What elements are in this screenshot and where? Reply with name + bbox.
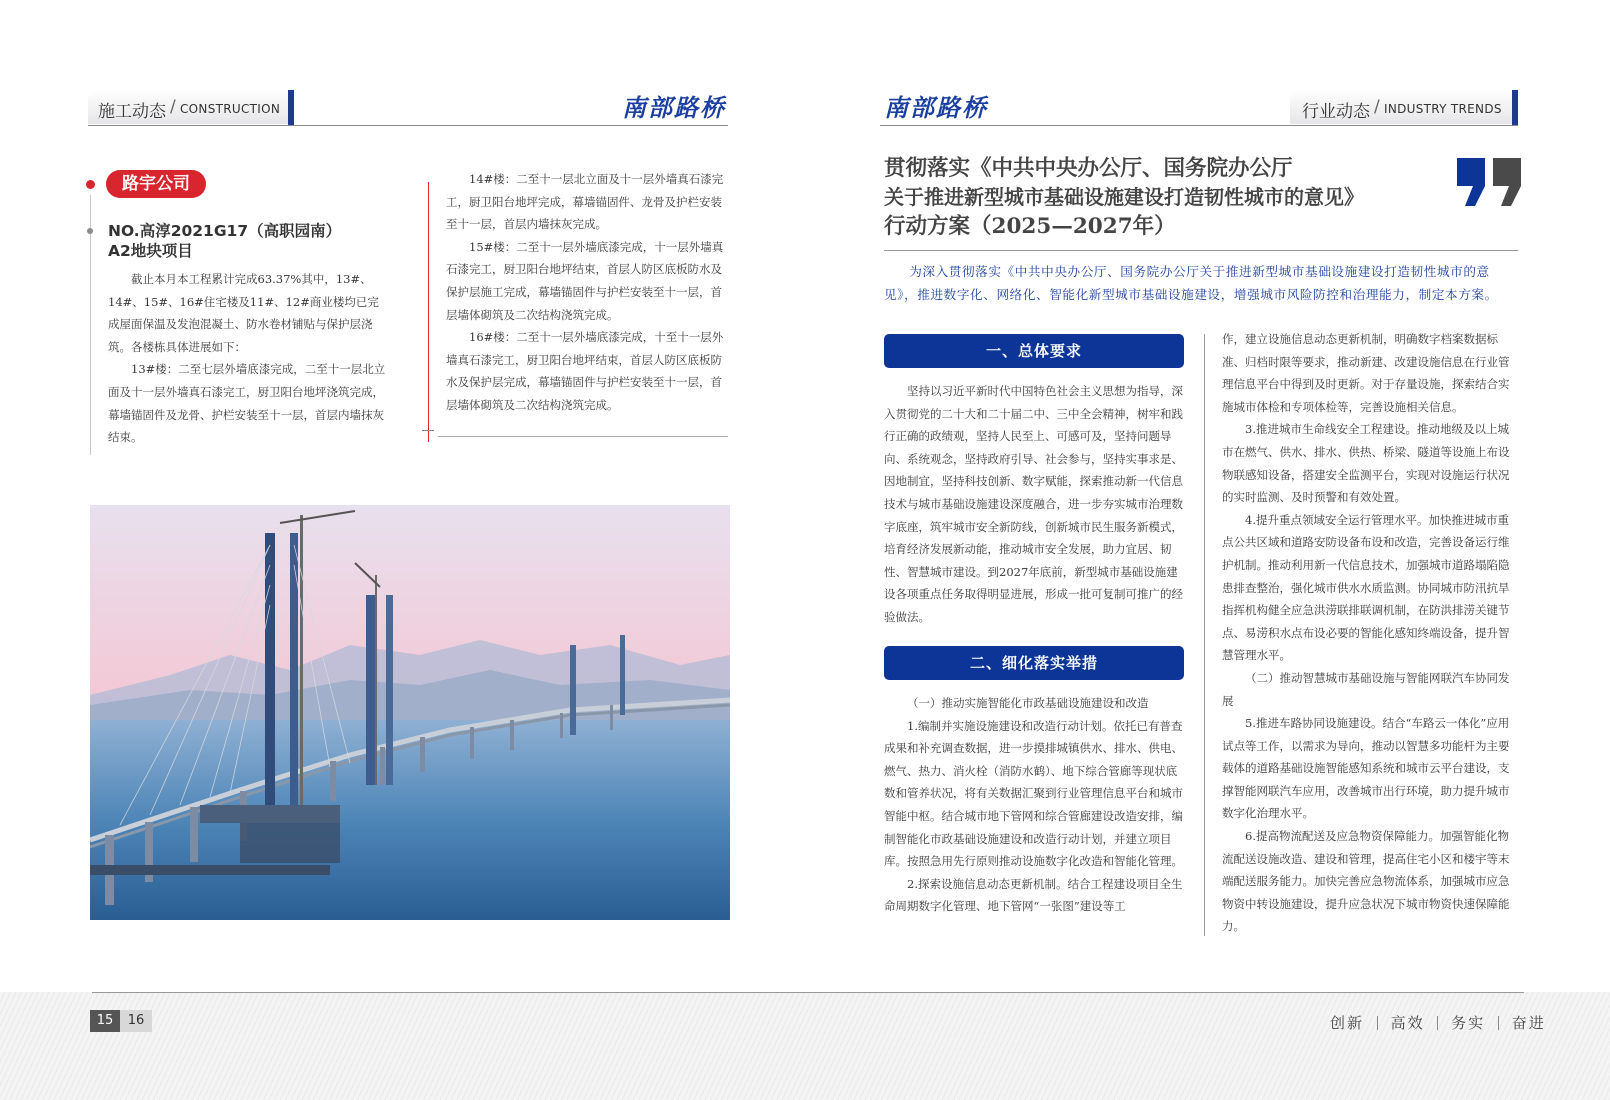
bridge-photo <box>90 505 730 920</box>
left-section-slash: / <box>170 97 176 117</box>
section-1-text: 坚持以习近平新时代中国特色社会主义思想为指导，深入贯彻党的二十大和二十届二中、三中全会精神，树牢和践行正确的政绩观，坚持人民至上、可感可及，坚持问题导向、系统观念，坚持政府引导、社会参与，坚持实事求是、因地制宜，坚持科技创新、数字赋能，探索推动新一代信息技术与城市基础设施建设深度融合，进一步夯实城市治理数字底座，筑牢城市安全新防线，创新城市民生服务新模式，培育经济发展新动能，推动城市安全发展，助力宜居、韧性、智慧城市建设。到2027年底前，新型城市基础设施建设各项重点任务取得明显进展，形成一批可复制可推广的经验做法。 <box>884 384 1183 624</box>
right-column-divider <box>1204 334 1205 936</box>
col4-paragraph: 6.提高物流配送及应急物资保障能力。加强智能化物流配送设施改造、建设和管理，提高住宅小区和楼宇等末端配送服务能力。加快完善应急物流体系，加强城市应急物资中转设施建设，提升应急状况下城市物资快速保障能力。 <box>1222 829 1510 934</box>
col4-paragraph: 4.提升重点领域安全运行管理水平。加快推进城市重点公共区域和道路安防设备布设和改造，完善设备运行维护机制。推动利用新一代信息技术，加强城市道路塌陷隐患排查整治，强化城市供水水质监测。协同城市防汛抗旱指挥机构健全应急洪涝联排联调机制，在防洪排涝关键节点、易涝积水点布设必要的智能化感知终端设备，提升智慧管理水平。 <box>1222 512 1510 663</box>
section-2-content <box>884 692 1184 918</box>
left-section-tab <box>88 90 288 124</box>
company-badge <box>106 170 206 198</box>
slogan-divider <box>1437 1016 1438 1030</box>
col1-paragraph: 13#楼：二至七层外墙底漆完成，二至十一层北立面及十一层外墙真石漆完工，厨卫阳台地坪浇筑完成，幕墙锚固件及龙骨、护栏安装至十一层，首层内墙抹灰结束。 <box>108 362 386 445</box>
project-title-line2: A2地块项目 <box>108 242 193 260</box>
company-badge-label: 路宇公司 <box>122 174 190 194</box>
article-title <box>884 154 1474 241</box>
slogan-word: 创新 <box>1330 1014 1365 1032</box>
right-section-label-en: INDUSTRY TRENDS <box>1384 102 1502 116</box>
section-2-paragraph: 1.编制并实施设施建设和改造行动计划。依托已有普查成果和补充调查数据，进一步摸排城镇供水、排水、供电、燃气、热力、消火栓（消防水鹤）、地下综合管廊等现状底数和管养状况，将有关数据汇聚到行业管理信息平台和城市智能中枢。结合城市地下管网和综合管廊建设改造安排，编制智能化市政基础设施建设和改造行动计划，并建立项目库。按照急用先行原则推动设施数字化改造和智能化管理。 <box>884 718 1183 869</box>
timeline-dot <box>86 180 95 189</box>
col4-paragraph: 5.推进车路协同设施建设。结合“车路云一体化”应用试点等工作，以需求为导向，推动以智慧多功能杆为主要载体的道路基础设施智能感知系统和城市云平台建设，支撑智能网联汽车应用，改善城市出行环境，助力提升城市数字化治理水平。 <box>1222 716 1510 821</box>
footer-slogan <box>1330 1012 1546 1033</box>
left-brand-logo: 南部路桥 <box>622 93 726 122</box>
right-header-rule <box>880 125 1518 126</box>
col2-bottom-rule <box>438 436 728 437</box>
left-column-1 <box>108 268 390 449</box>
quote-mark-icon <box>1455 156 1525 208</box>
slogan-divider <box>1498 1016 1499 1030</box>
left-header-rule <box>88 125 728 126</box>
left-column-2 <box>446 168 728 417</box>
left-section-label-cn: 施工动态 <box>98 102 166 122</box>
col2-paragraph: 15#楼：二至十一层外墙底漆完成，十一层外墙真石漆完工，厨卫阳台地坪结束，首层人防区底板防水及保护层施工完成，幕墙锚固件与护栏安装至十一层，首层墙体砌筑及二次结构浇筑完成。 <box>446 239 724 322</box>
footer-band <box>0 992 1610 1100</box>
lead-paragraph: 为深入贯彻落实《中共中央办公厅、国务院办公厅关于推进新型城市基础设施建设打造韧性城市的意见》，推进数字化、网络化、智能化新型城市基础设施建设，增强城市风险防控和治理能力，制定本方案。 <box>884 264 1498 302</box>
right-section-label-cn: 行业动态 <box>1302 102 1370 122</box>
article-title-line3: 行动方案（2025—2027年） <box>884 214 1176 239</box>
section-2-subheading: （一）推动实施智能化市政基础设施建设和改造 <box>907 696 1149 710</box>
project-title <box>108 221 341 261</box>
left-section-label-en: CONSTRUCTION <box>180 102 281 116</box>
timeline-line <box>90 195 91 455</box>
timeline-dot-small <box>87 228 93 234</box>
slogan-divider <box>1377 1016 1378 1030</box>
col4-paragraph: 3.推进城市生命线安全工程建设。推动地级及以上城市在燃气、供水、排水、供热、桥梁、隧道等设施上布设物联感知设备，搭建安全监测平台，实现对设施运行状况的实时监测、及时预警和有效处置。 <box>1222 422 1510 505</box>
section-heading-2: 二、细化落实举措 <box>884 646 1184 680</box>
slogan-word: 奋进 <box>1511 1014 1546 1032</box>
right-column-2 <box>1222 328 1518 938</box>
section-heading-1: 一、总体要求 <box>884 334 1184 368</box>
left-tab-accent <box>288 90 294 126</box>
article-title-line2: 关于推进新型城市基础设施建设打造韧性城市的意见》 <box>884 185 1364 209</box>
right-tab-accent <box>1512 90 1518 126</box>
slogan-word: 务实 <box>1451 1014 1486 1032</box>
col4-paragraph: 作，建立设施信息动态更新机制，明确数字档案数据标准、归档时限等要求，推动新建、改建设施信息在行业管理信息平台中得到及时更新。对于存量设施，探索结合实施城市体检和专项体检等，完善设施相关信息。 <box>1222 332 1510 414</box>
title-rule <box>884 250 1518 251</box>
col2-paragraph: 16#楼：二至十一层外墙底漆完成，十至十一层外墙真石漆完工，厨卫阳台地坪结束，首层人防区底板防水及保护层完成，幕墙锚固件与护栏安装至十一层，首层墙体砌筑及二次结构浇筑完成。 <box>446 330 724 412</box>
project-title-line1: NO.高淳2021G17（高职园南） <box>108 222 342 240</box>
bridge-illustration <box>90 505 730 920</box>
left-column-divider <box>428 182 429 442</box>
col1-paragraph: 截止本月本工程累计完成63.37%其中，13#、14#、15#、16#住宅楼及11#、12#商业楼均已完成屋面保温及发泡混凝土、防水卷材铺贴与保护层浇筑。各楼栋具体进展如下： <box>108 272 379 354</box>
right-section-slash: / <box>1374 97 1380 117</box>
right-brand-logo: 南部路桥 <box>884 93 988 122</box>
page-number-right: 16 <box>120 1010 152 1032</box>
cross-mark <box>422 430 434 431</box>
col4-subheading: （二）推动智慧城市基础设施与智能网联汽车协同发展 <box>1222 670 1510 708</box>
page-number-left: 15 <box>90 1010 120 1032</box>
section-2-paragraph: 2.探索设施信息动态更新机制。结合工程建设项目全生命周期数字化管理、地下管网“一张图”建设等工 <box>884 876 1183 914</box>
footer-rule <box>92 992 1524 993</box>
col2-paragraph: 14#楼：二至十一层北立面及十一层外墙真石漆完工，厨卫阳台地坪完成，幕墙锚固件、龙骨及护栏安装至十一层，首层内墙抹灰完成。 <box>446 172 724 232</box>
slogan-word: 高效 <box>1390 1014 1425 1032</box>
article-title-line1: 贯彻落实《中共中央办公厅、国务院办公厅 <box>884 156 1293 181</box>
right-section-tab <box>1290 90 1512 124</box>
